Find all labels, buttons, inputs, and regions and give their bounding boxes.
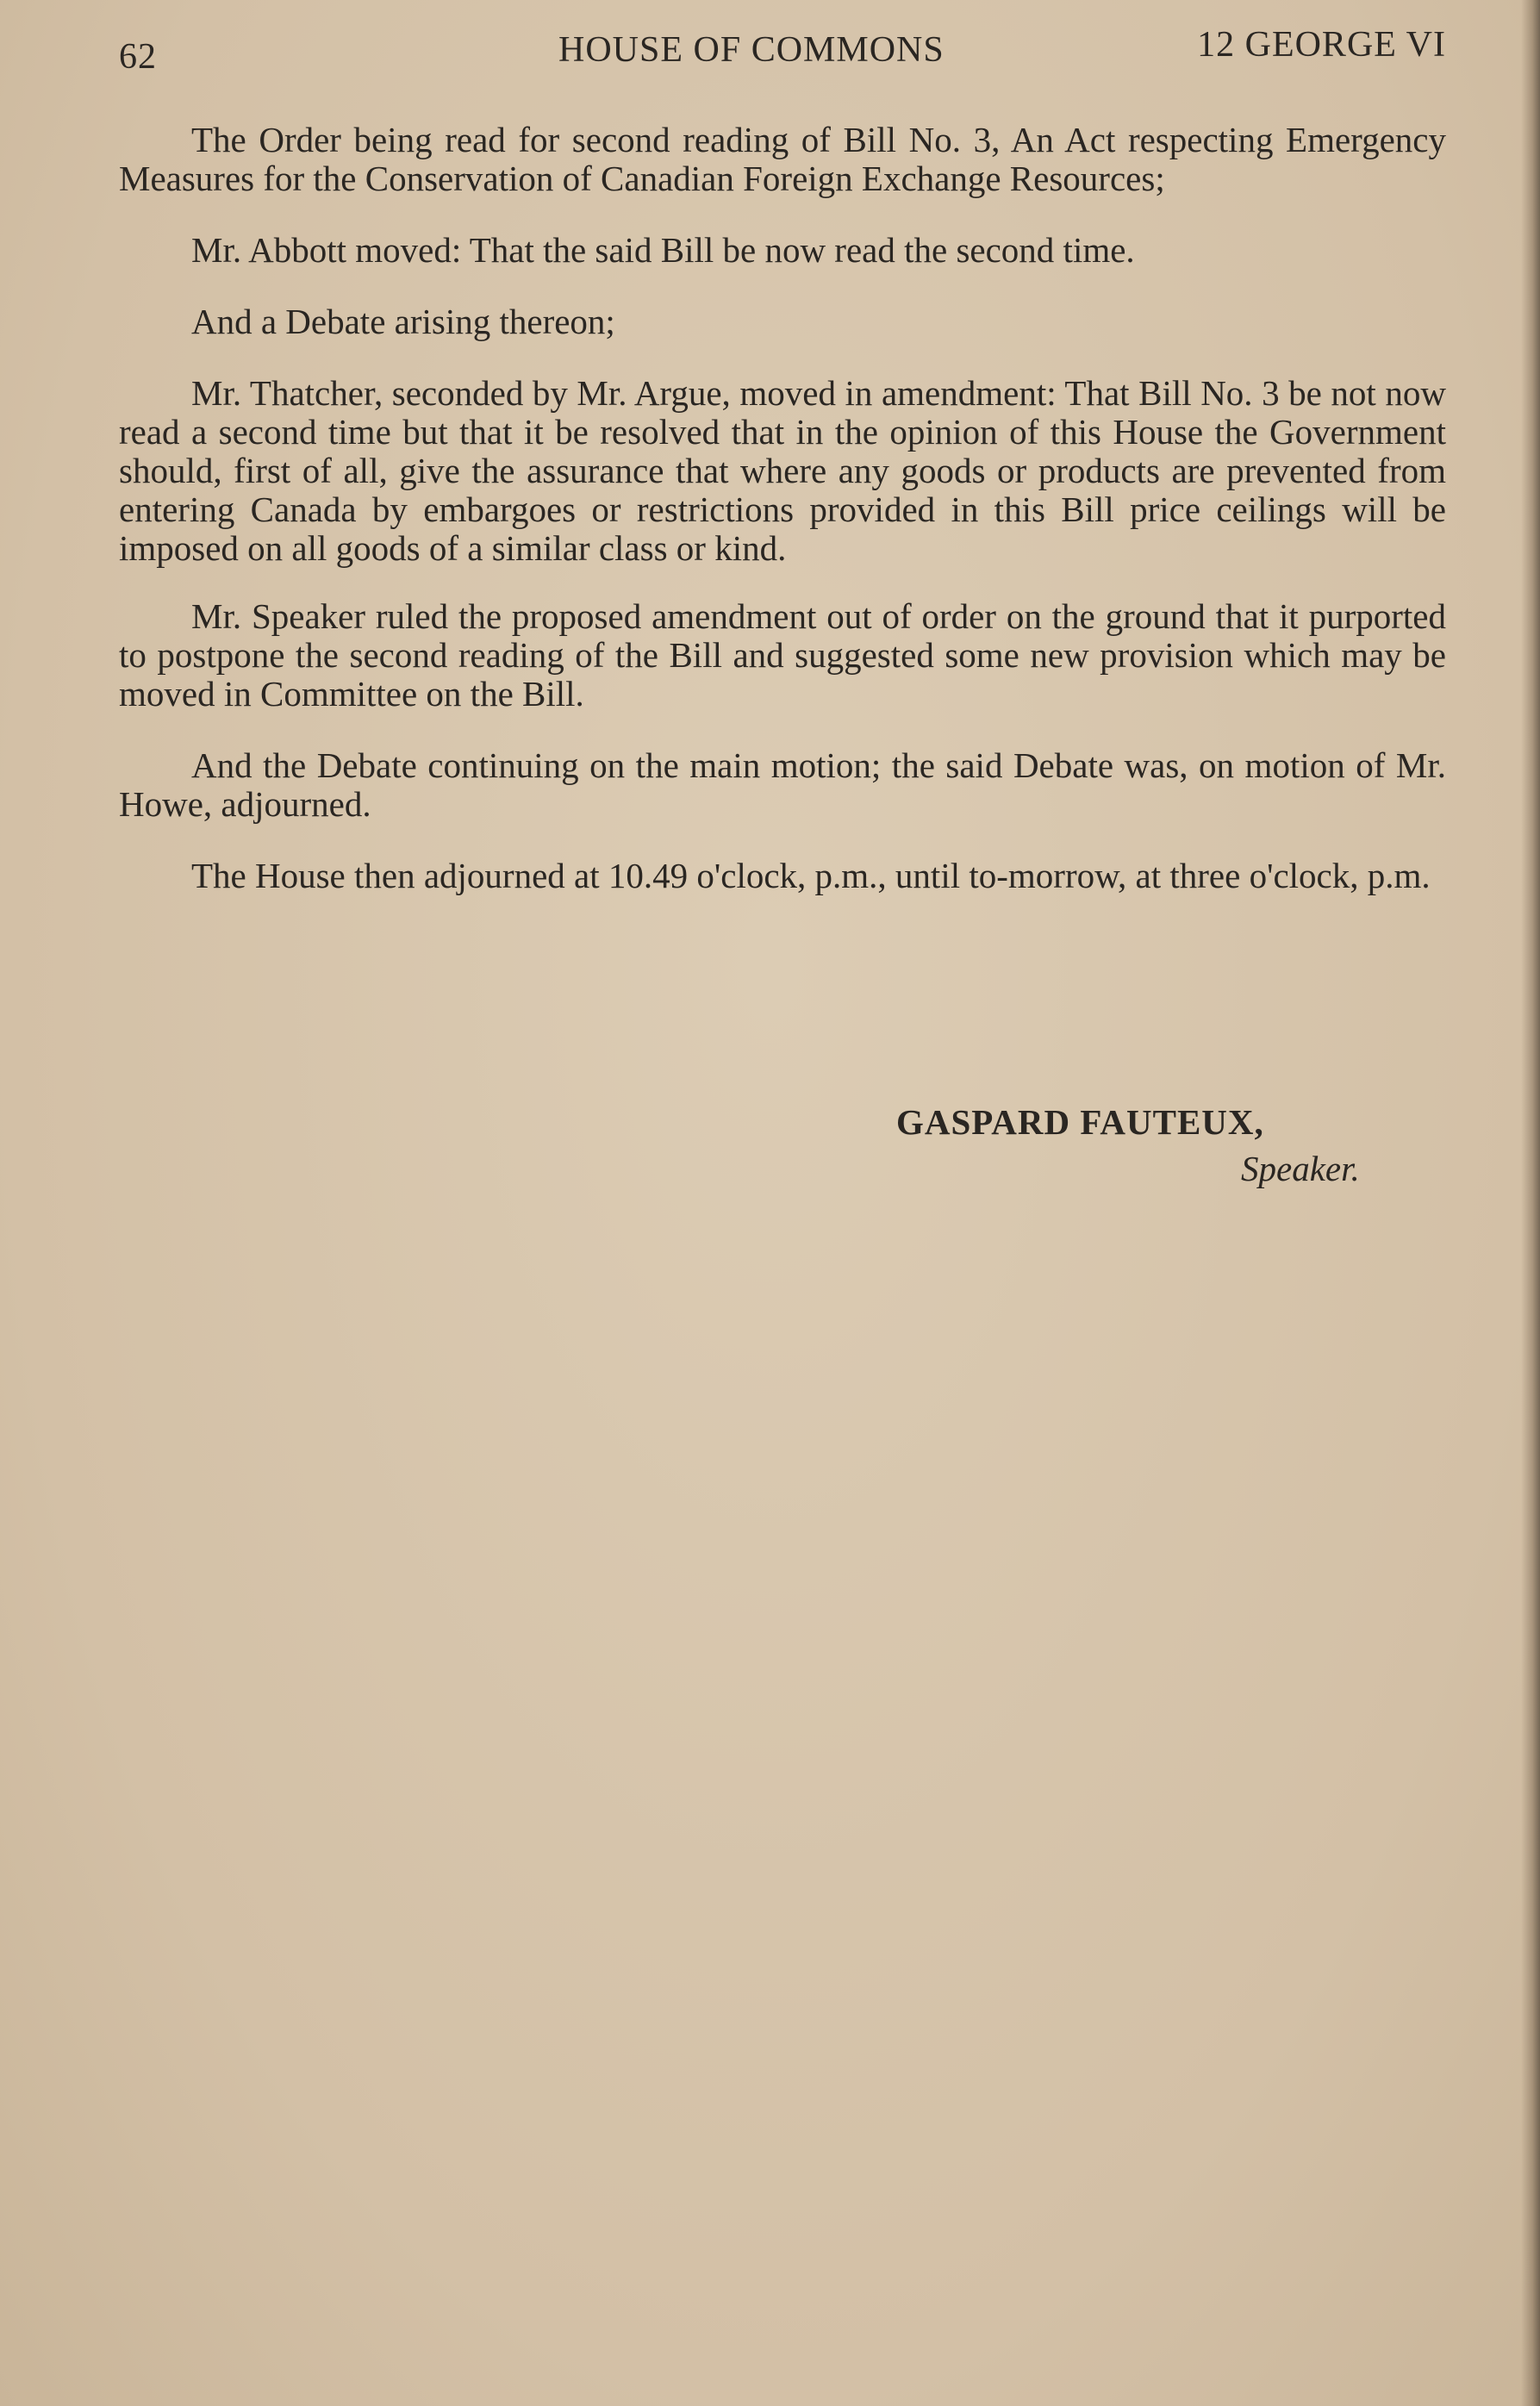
running-title: HOUSE OF COMMONS (558, 30, 945, 70)
journal-body (119, 121, 1446, 928)
page-edge-shadow (1521, 0, 1540, 2406)
paragraph-house-adjourned: The House then adjourned at 10.49 o'clock, p.m., until to-morrow, at three o'clock, p.m. (191, 856, 1431, 895)
paragraph-second-reading-order: The Order being read for second reading of Bill No. 3, An Act respecting Emergency Measures for the Conservation of Canadian Foreign Exchange Resources; (119, 120, 1446, 198)
running-header (119, 24, 1446, 76)
speaker-title: Speaker. (1241, 1149, 1360, 1188)
regnal-year: 12 GEORGE VI (1197, 25, 1446, 65)
signature-block (896, 1101, 1413, 1189)
paragraph-debate-adjourned: And the Debate continuing on the main motion; the said Debate was, on motion of Mr. Howe, adjourned. (119, 745, 1446, 824)
paragraph-motion: Mr. Abbott moved: That the said Bill be now read the second time. (191, 230, 1135, 270)
paragraph-speaker-ruling: Mr. Speaker ruled the proposed amendment out of order on the ground that it purported to postpone the second reading of the Bill and suggested some new provision which may be moved in Committee on the Bill. (119, 596, 1446, 714)
speaker-name: GASPARD FAUTEUX, (896, 1102, 1264, 1142)
paragraph-debate: And a Debate arising thereon; (191, 302, 615, 341)
page-number: 62 (119, 37, 157, 77)
paragraph-amendment: Mr. Thatcher, seconded by Mr. Argue, moved in amendment: That Bill No. 3 be not now read a second time but that it be resolved that in the opinion of this House the Government should, first of all, give the assurance that where any goods or products are prevented from entering Canada by embargoes or restrictions provided in this Bill price ceilings will be imposed on all goods of a similar class or kind. (119, 373, 1446, 568)
